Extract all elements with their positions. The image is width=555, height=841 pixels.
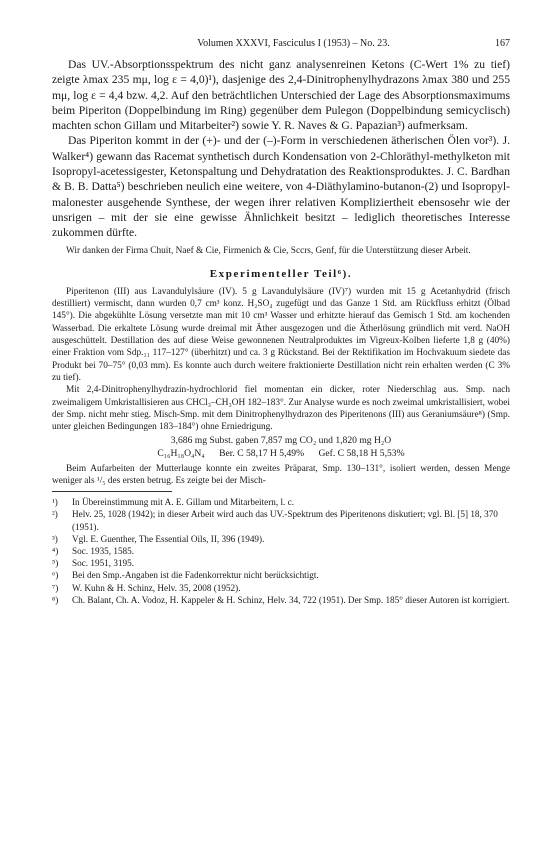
footnote xyxy=(52,545,510,557)
analysis-result-line xyxy=(52,448,510,461)
footnote-number: ⁸) xyxy=(52,594,59,605)
footnote-number: ⁶) xyxy=(52,570,59,581)
experimental-paragraph: Mit 2,4-Dinitrophenylhydrazin-hydrochlorid fiel momentan ein dicker, roter Niederschlag aus. Smp. nach zweimaligem Umkristallisieren aus CHCl₃–CH₃OH 182–183°. Zur Analyse wurde es noch zweimal umkristallisiert, wobei der Smp. nicht mehr stieg. Misch-Smp. mit dem Dinitrophenylhydrazon des Piperitenons (III) aus Geraniumsäure⁸) (Smp. unter gleichen Bedingungen 183–184°) ohne Erniedrigung. xyxy=(52,385,510,433)
footnote xyxy=(52,496,510,508)
footnote-number: ⁵) xyxy=(52,558,59,569)
analysis-line: 3,686 mg Subst. gaben 7,857 mg CO₂ und 1,820 mg H₂O xyxy=(170,435,392,447)
footnote-text: Soc. 1951, 3195. xyxy=(72,558,135,569)
molecular-formula: C₁₆H₁₈O₄N₄ xyxy=(157,448,205,460)
footnote xyxy=(52,557,510,569)
page xyxy=(52,38,510,606)
calculated-values: Ber. C 58,17 H 5,49% xyxy=(219,448,305,460)
footnote xyxy=(52,594,510,606)
section-heading: Experimenteller Teil⁶). xyxy=(209,267,353,280)
footnote-text: Vgl. E. Guenther, The Essential Oils, II, 396 (1949). xyxy=(72,533,265,544)
footnote-text: Ch. Balant, Ch. A. Vodoz, H. Kappeler & H. Schinz, Helv. 34, 722 (1951). Der Smp. 185° dieser Autoren ist korrigiert. xyxy=(72,594,510,605)
footnote-text: Soc. 1935, 1585. xyxy=(72,546,135,557)
experimental-paragraph: Piperitenon (III) aus Lavandulylsäure (IV). 5 g Lavandulylsäure (IV)⁷) wurden mit 15 g Acetanhydrid (frisch destilliert) vermischt, dann wurden 0,7 cm³ konz. H₂SO₄ zugefügt und das Ganze 1 Std. am Rückfluss erhitzt (Ölbad 145°). Die abgekühlte Lösung versetzte man mit 10 cm³ Wasser und erhitzte hierauf das Gemisch 1 Std. am kochenden Wasserbad. Die erkaltete Lösung wurde dreimal mit Äther ausgezogen und die Ätherlösung gründlich mit verd. NaOH ausgeschüttelt. Destillation des auf diese Weise gewonnenen Neutralproduktes im Vigreux-Kolben lieferte 1,8 g (40%) einer Fraktion vom Sdp.₁₁ 117–127° (überhitzt) und ca. 3 g Rückstand. Bei der Rektifikation im Hochvakuum siedete das Produkt bei 70–75° (0,03 mm). Es konnte auch durch weitere fraktionierte Destillation nicht rein erhalten werden (C 3% zu tief). xyxy=(52,286,510,383)
footnote xyxy=(52,582,510,594)
footnote-text: In Übereinstimmung mit A. E. Gillam und Mitarbeitern, l. c. xyxy=(72,497,294,508)
footnote xyxy=(52,569,510,581)
footnote-number: ⁴) xyxy=(52,546,59,557)
found-values: Gef. C 58,18 H 5,53% xyxy=(318,448,405,460)
footnote-text: Helv. 25, 1028 (1942); in dieser Arbeit wird auch das UV.-Spektrum des Piperitenons diskutiert; vgl. Bl. [5] 18, 370 (1951). xyxy=(72,509,498,532)
journal-citation: Volumen XXXVI, Fasciculus I (1953) – No. 23. xyxy=(197,38,390,49)
footnotes xyxy=(52,496,510,606)
page-number: 167 xyxy=(495,38,510,49)
footnote-text: Bei den Smp.-Angaben ist die Fadenkorrektur nicht berücksichtigt. xyxy=(72,570,319,581)
acknowledgement: Wir danken der Firma Chuit, Naef & Cie, Firmenich & Cie, Sccrs, Genf, für die Unterstützung dieser Arbeit. xyxy=(66,245,471,256)
elemental-analysis xyxy=(52,435,510,460)
running-header xyxy=(52,38,510,49)
footnote-number: ²) xyxy=(52,509,58,520)
footnote xyxy=(52,533,510,545)
footnote xyxy=(52,508,510,532)
footnote-number: ³) xyxy=(52,533,58,544)
footnote-text: W. Kuhn & H. Schinz, Helv. 35, 2008 (1952). xyxy=(72,582,241,593)
footnote-divider xyxy=(52,491,172,492)
footnote-number: ¹) xyxy=(52,497,58,508)
body-paragraph: Das Piperiton kommt in der (+)- und der (–)-Form in verschiedenen ätherischen Ölen vor³). J. Walker⁴) gewann das Racemat synthetisch durch Kondensation von 2-Chloräthyl-methylketon mit Isopropyl-acetessigester, Ketonspaltung und Dehydratation des Reaktionsproduktes. J. C. Bardhan & B. B. Datta⁵) beschrieben neulich eine weitere, von 4-Diäthylamino-butanon-(2) und Isopropyl-malonester ausgehende Synthese, der wegen ihrer relativen Kompliziertheit ebensosehr wie der unsrigen – mit der sie eine gewisse Ähnlichkeit besitzt – lediglich theoretisches Interesse zukommen dürfte. xyxy=(52,134,510,240)
body-paragraph: Das UV.-Absorptionsspektrum des nicht ganz analysenreinen Ketons (C-Wert 1% zu tief) zeigte λmax 235 mμ, log ε = 4,0)¹), dasjenige des 2,4-Dinitrophenylhydrazons λmax 380 und 255 mμ, log ε = 4,4 bzw. 4,2. Auf den beträchtlichen Unterschied der Lage des Absorptionsmaximums beim Piperiton (Doppelbindung im Ring) gegenüber dem Pulegon (Doppelbindung semicyclisch) machten schon Gillam und Mitarbeiter²) sowie Y. R. Naves & G. Papazian³) aufmerksam. xyxy=(52,58,510,133)
closing-paragraph: Beim Aufarbeiten der Mutterlauge konnte ein zweites Präparat, Smp. 130–131°, isoliert werden, dessen Menge weniger als ¹/₅ des ersten betrug. Es zeigte bei der Misch- xyxy=(52,463,510,486)
footnote-number: ⁷) xyxy=(52,582,59,593)
